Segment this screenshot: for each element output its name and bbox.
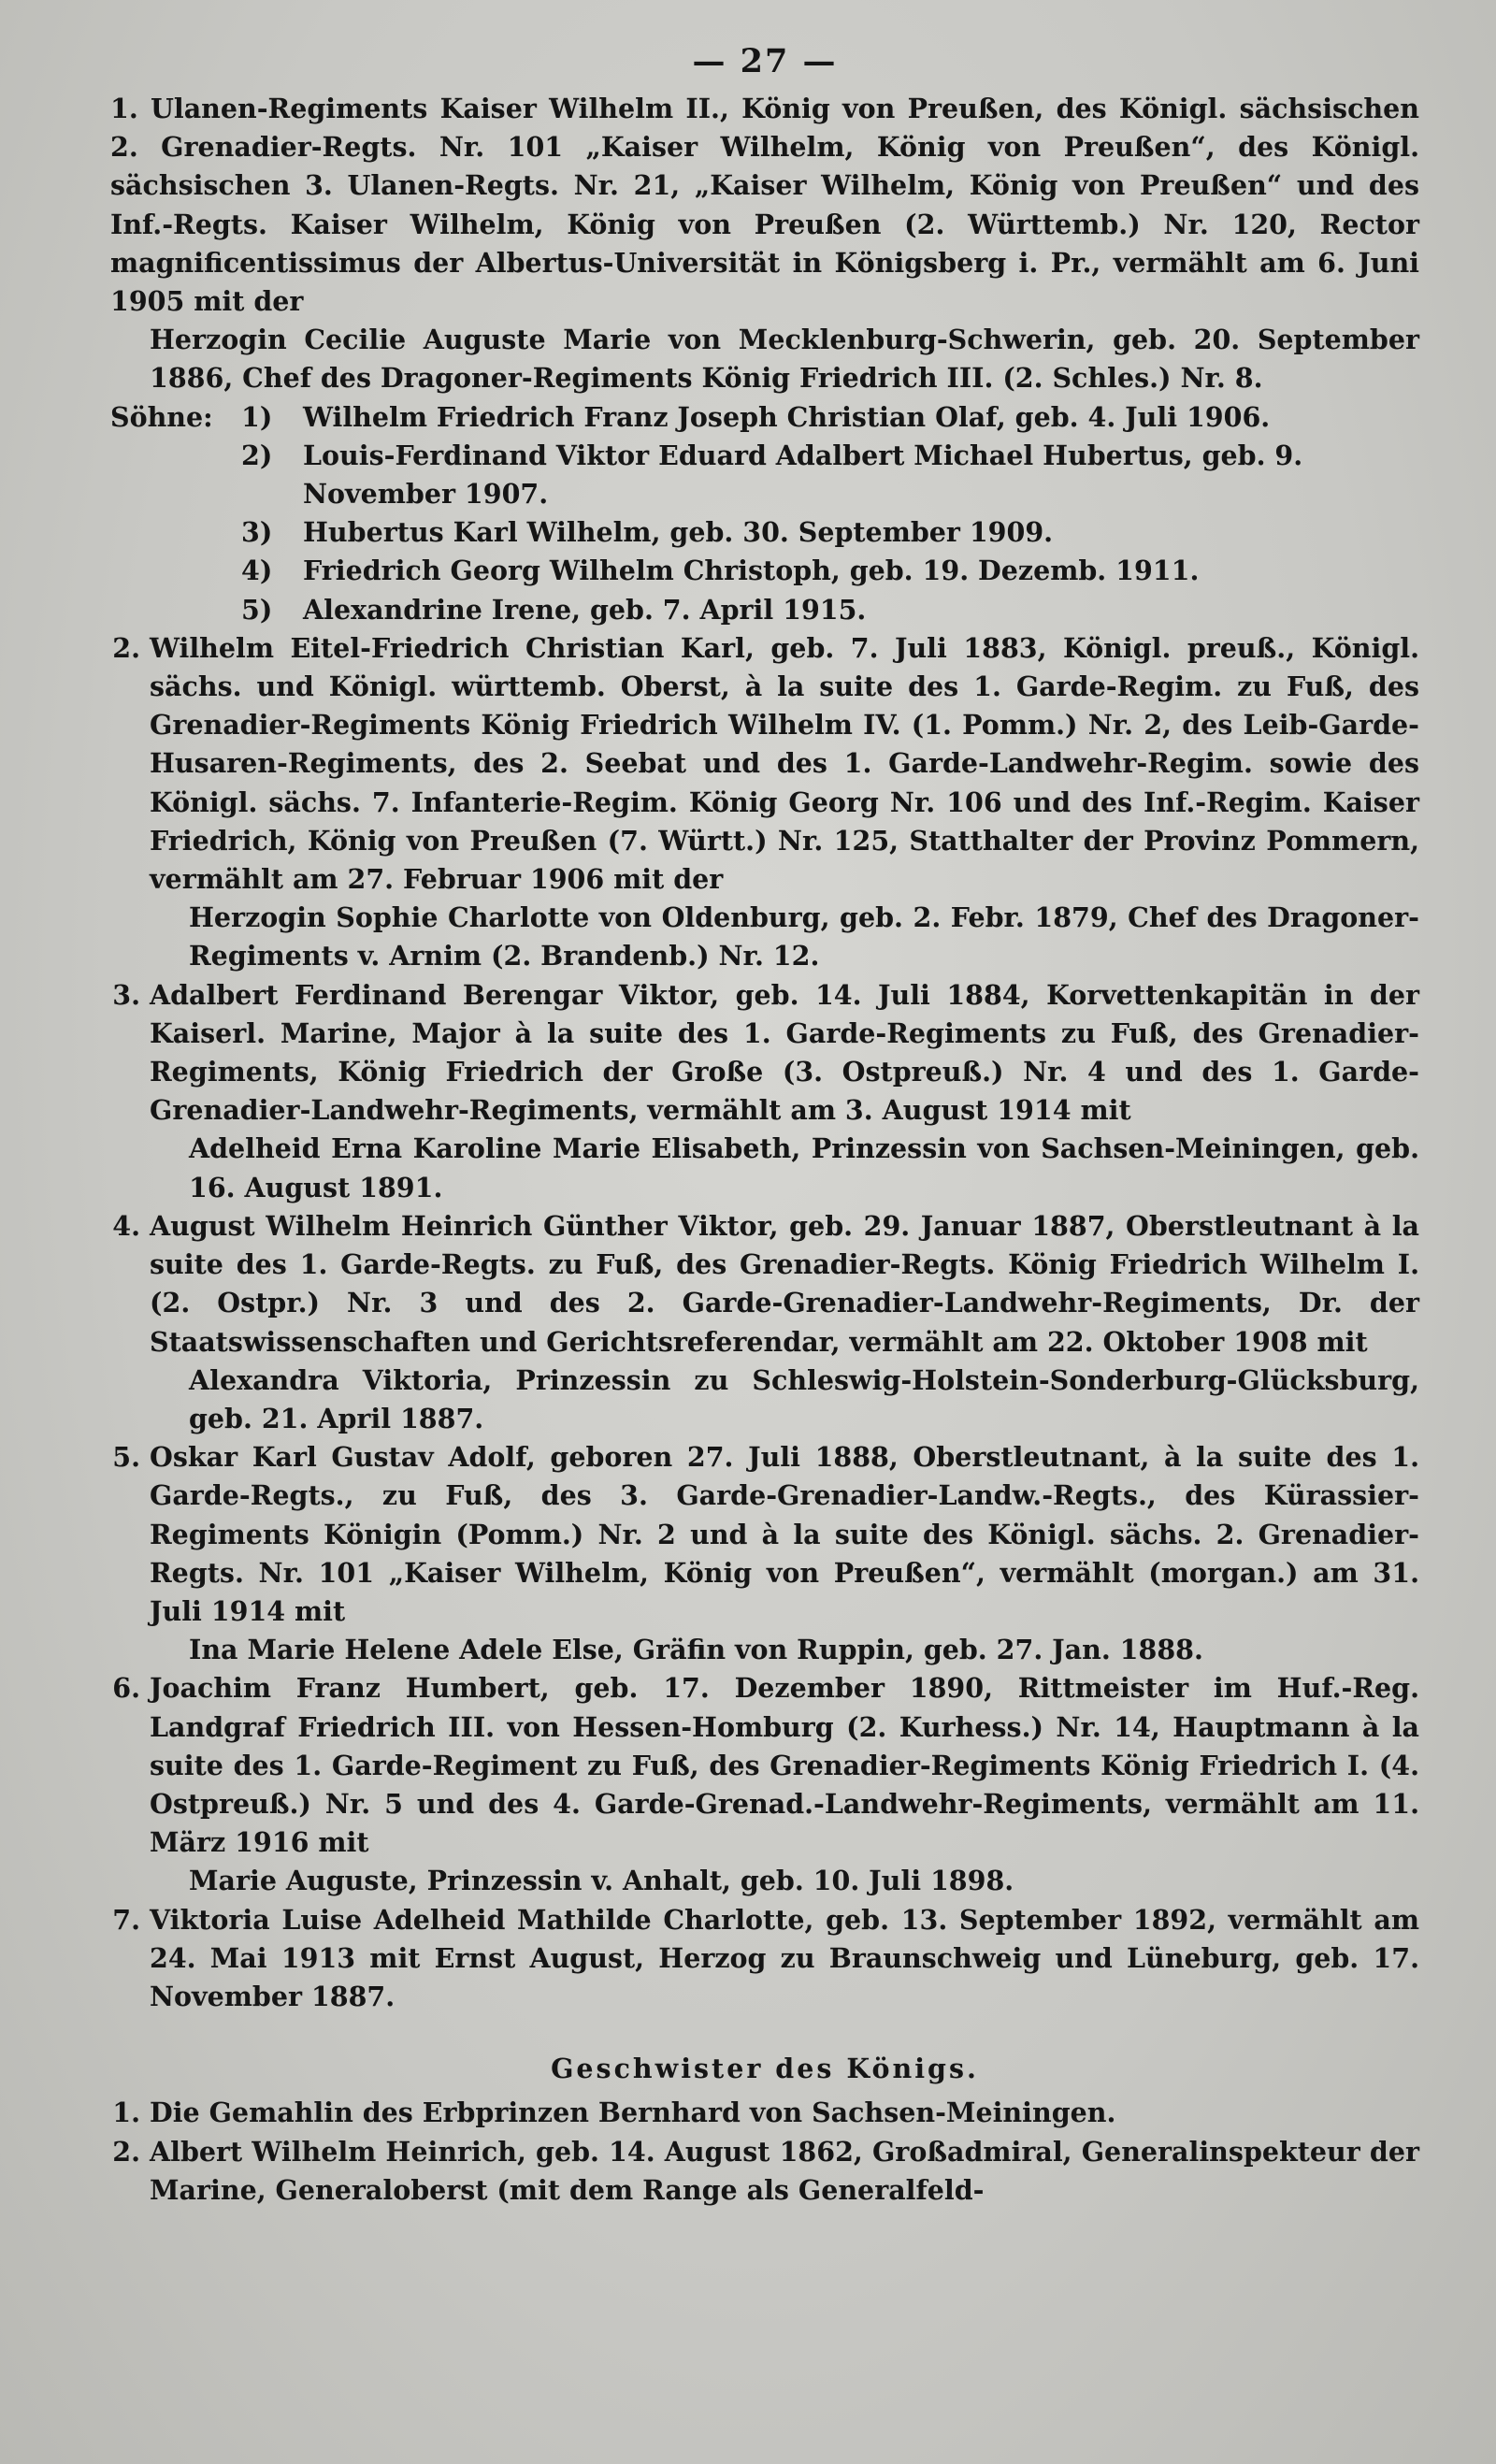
entry-spouse: Ina Marie Helene Adele Else, Gräfin von Ruppin, geb. 27. Jan. 1888. [189, 1634, 1203, 1666]
son-text: Hubertus Karl Wilhelm, geb. 30. September 1909. [303, 516, 1054, 549]
entry-text: Viktoria Luise Adelheid Mathilde Charlotte, geb. 13. September 1892, vermählt am 24. Mai 1913 mit Ernst August, Herzog zu Braunschweig und Lüneburg, geb. 17. November 1887. [150, 1903, 1419, 2012]
son-item [241, 552, 1419, 590]
entry-text: Albert Wilhelm Heinrich, geb. 14. August 1862, Großadmiral, Generalinspekteur der Marine, Generaloberst (mit dem Range als Generalfeld- [150, 2135, 1419, 2206]
entry-number: 7. [112, 1903, 140, 1936]
intro-paragraph: 1. Ulanen-Regiments Kaiser Wilhelm II., König von Preußen, des Königl. sächsischen 2. Grenadier-Regts. Nr. 101 „Kaiser Wilhelm, König von Preußen“, des Königl. sächsischen 3. Ulanen-Regts. Nr. 21, „Kaiser Wilhelm, König von Preußen“ und des Inf.-Regts. Kaiser Wilhelm, König von Preußen (2. Württemb.) Nr. 120, Rector magnificentissimus der Albertus-Universität in Königsberg i. Pr., vermählt am 6. Juni 1905 mit der [110, 93, 1419, 318]
son-number: 3) [241, 516, 273, 549]
sons-list [110, 398, 1419, 629]
son-number: 4) [241, 555, 273, 587]
entry-spouse: Alexandra Viktoria, Prinzessin zu Schleswig-Holstein-Sonderburg-Glücksburg, geb. 21. April 1887. [189, 1363, 1419, 1434]
son-number: 1) [241, 400, 273, 433]
entry-number: 2. [112, 631, 140, 664]
entry-number: 2. [112, 2135, 140, 2168]
entry-text: Die Gemahlin des Erbprinzen Bernhard von Sachsen-Meiningen. [150, 2097, 1116, 2129]
entry-number: 6. [112, 1672, 140, 1705]
son-text: Alexandrine Irene, geb. 7. April 1915. [303, 593, 867, 626]
son-number: 5) [241, 593, 273, 626]
page-number: — 27 — [692, 42, 838, 80]
entry-number: 5. [112, 1441, 140, 1474]
son-text: Friedrich Georg Wilhelm Christoph, geb. 19. Dezemb. 1911. [303, 555, 1200, 587]
child-entry-3 [110, 976, 1419, 1207]
entry-text: Joachim Franz Humbert, geb. 17. Dezember 1890, Rittmeister im Huf.-Reg. Landgraf Friedrich III. von Hessen-Homburg (2. Kurhess.) Nr. 14, Hauptmann à la suite des 1. Garde-Regiment zu Fuß, des Grenadier-Regiments König Friedrich I. (4. Ostpreuß.) Nr. 5 und des 4. Garde-Grenad.-Landwehr-Regiments, vermählt am 11. März 1916 mit [150, 1672, 1419, 1859]
child-entry-2 [110, 629, 1419, 976]
child-entry-7 [110, 1901, 1419, 2017]
entry-text: Adalbert Ferdinand Berengar Viktor, geb. 14. Juli 1884, Korvettenkapitän in der Kaiserl. Marine, Major à la suite des 1. Garde-Regiments zu Fuß, des Grenadier-Regiments, König Friedrich der Große (3. Ostpreuß.) Nr. 4 und des 1. Garde-Grenadier-Landwehr-Regiments, vermählt am 3. August 1914 mit [150, 978, 1419, 1127]
page-text [110, 34, 1419, 2210]
section-heading: Geschwister des Königs. [551, 2053, 979, 2085]
child-entry-5 [110, 1438, 1419, 1669]
son-text: Wilhelm Friedrich Franz Joseph Christian Olaf, geb. 4. Juli 1906. [303, 400, 1271, 433]
entry-text: Wilhelm Eitel-Friedrich Christian Karl, geb. 7. Juli 1883, Königl. preuß., Königl. sächs. und Königl. württemb. Oberst, à la suite des 1. Garde-Regim. zu Fuß, des Grenadier-Regiments König Friedrich Wilhelm IV. (1. Pomm.) Nr. 2, des Leib-Garde-Husaren-Regiments, des 2. Seebat und des 1. Garde-Landwehr-Regim. sowie des Königl. sächs. 7. Infanterie-Regim. König Georg Nr. 106 und des Inf.-Regim. Kaiser Friedrich, König von Preußen (7. Württ.) Nr. 125, Statthalter der Provinz Pommern, vermählt am 27. Februar 1906 mit der [150, 631, 1419, 896]
son-item [241, 437, 1419, 513]
son-item [241, 398, 1419, 437]
sons-label: Söhne: [110, 400, 213, 433]
entry-number: 4. [112, 1209, 140, 1242]
entry-spouse: Marie Auguste, Prinzessin v. Anhalt, geb. 10. Juli 1898. [189, 1865, 1014, 1897]
child-entry-6 [110, 1669, 1419, 1900]
child-entry-4 [110, 1207, 1419, 1438]
entry-number: 3. [112, 978, 140, 1011]
entry-text: Oskar Karl Gustav Adolf, geboren 27. Juli 1888, Oberstleutnant, à la suite des 1. Garde-Regts., zu Fuß, des 3. Garde-Grenadier-Landw.-Regts., des Kürassier-Regiments Königin (Pomm.) Nr. 2 und à la suite des Königl. sächs. 2. Grenadier-Regts. Nr. 101 „Kaiser Wilhelm, König von Preußen“, vermählt (morgan.) am 31. Juli 1914 mit [150, 1441, 1419, 1627]
intro-spouse: Herzogin Cecilie Auguste Marie von Mecklenburg-Schwerin, geb. 20. September 1886, Chef des Dragoner-Regiments König Friedrich III. (2. Schles.) Nr. 8. [150, 324, 1419, 395]
son-item [241, 513, 1419, 552]
entry-number: 1. [112, 2097, 140, 2129]
entry-spouse: Adelheid Erna Karoline Marie Elisabeth, Prinzessin von Sachsen-Meiningen, geb. 16. August 1891. [189, 1132, 1419, 1203]
sibling-entry-1 [110, 2094, 1419, 2132]
son-item [241, 591, 1419, 629]
son-text: Louis-Ferdinand Viktor Eduard Adalbert Michael Hubertus, geb. 9. November 1907. [303, 439, 1303, 511]
entry-text: August Wilhelm Heinrich Günther Viktor, geb. 29. Januar 1887, Oberstleutnant à la suite des 1. Garde-Regts. zu Fuß, des Grenadier-Regts. König Friedrich Wilhelm I. (2. Ostpr.) Nr. 3 und des 2. Garde-Grenadier-Landwehr-Regiments, Dr. der Staatswissenschaften und Gerichtsreferendar, vermählt am 22. Oktober 1908 mit [150, 1209, 1419, 1358]
sibling-entry-2 [110, 2133, 1419, 2210]
son-number: 2) [241, 439, 273, 471]
entry-spouse: Herzogin Sophie Charlotte von Oldenburg, geb. 2. Febr. 1879, Chef des Dragoner-Regiments v. Arnim (2. Brandenb.) Nr. 12. [189, 901, 1419, 973]
